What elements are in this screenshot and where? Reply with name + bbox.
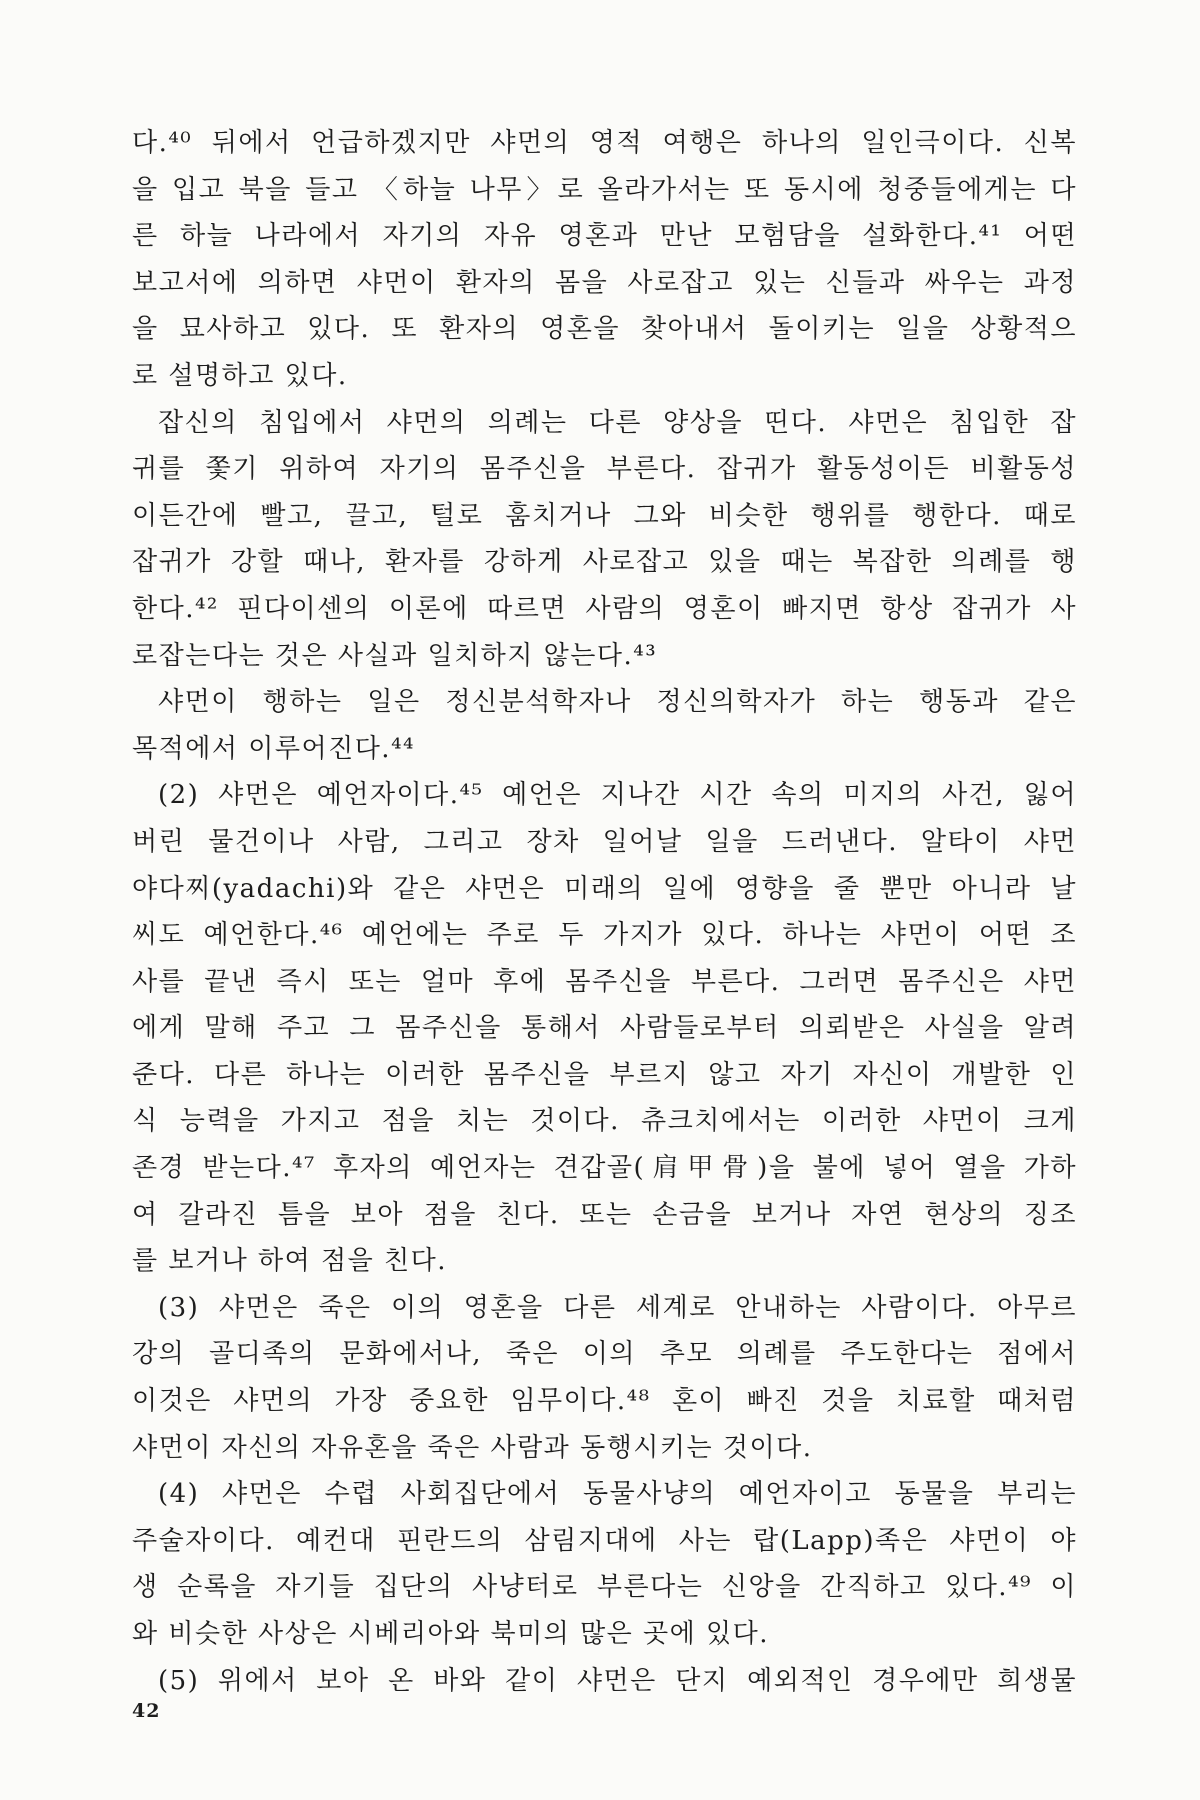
text-line: (3) 샤먼은 죽은 이의 영혼을 다른 세계로 안내하는 사람이다. 아무르 (158, 1292, 1077, 1323)
text-line: 다.⁴⁰ 뒤에서 언급하겠지만 샤먼의 영적 여행은 하나의 일인극이다. 신복 (132, 128, 1077, 158)
text-line: 준다. 다른 하나는 이러한 몸주신을 부르지 않고 자기 자신이 개발한 인 (132, 1059, 1077, 1090)
text-line: 을 입고 북을 들고 〈하늘 나무〉로 올라가서는 또 동시에 청중들에게는 다 (132, 174, 1077, 205)
body-text (132, 120, 1077, 1704)
text-line: 잡귀가 강할 때나, 환자를 강하게 사로잡고 있을 때는 복잡한 의례를 행 (132, 547, 1077, 578)
text-line: 샤먼이 행하는 일은 정신분석학자나 정신의학자가 하는 행동과 같은 (158, 687, 1077, 718)
text-line: 에게 말해 주고 그 몸주신을 통해서 사람들로부터 의뢰받은 사실을 알려 (132, 1013, 1077, 1044)
text-line: 존경 받는다.⁴⁷ 후자의 예언자는 견갑골(肩甲骨)을 불에 넣어 열을 가하 (132, 1153, 1077, 1184)
page-number: 42 (132, 1700, 161, 1722)
text-line: 버린 물건이나 사람, 그리고 장차 일어날 일을 드러낸다. 알타이 샤먼 (132, 826, 1077, 857)
text-line: 사를 끝낸 즉시 또는 얼마 후에 몸주신을 부른다. 그러면 몸주신은 샤먼 (132, 966, 1077, 997)
text-line: 한다.⁴² 핀다이센의 이론에 따르면 사람의 영혼이 빠지면 항상 잡귀가 사 (132, 593, 1077, 624)
text-line: 를 보거나 하여 점을 친다. (132, 1246, 447, 1277)
text-line: 이든간에 빨고, 끌고, 털로 훔치거나 그와 비슷한 행위를 행한다. 때로 (132, 500, 1077, 531)
text-line: 을 묘사하고 있다. 또 환자의 영혼을 찾아내서 돌이키는 일을 상황적으 (132, 314, 1077, 345)
text-line: 여 갈라진 틈을 보아 점을 친다. 또는 손금을 보거나 자연 현상의 징조 (132, 1199, 1077, 1230)
text-line: 강의 골디족의 문화에서나, 죽은 이의 추모 의례를 주도한다는 점에서 (132, 1339, 1077, 1370)
text-line: 식 능력을 가지고 점을 치는 것이다. 츄크치에서는 이러한 샤먼이 크게 (132, 1106, 1077, 1137)
text-line: 주술자이다. 예컨대 핀란드의 삼림지대에 사는 랍(Lapp)족은 샤먼이 야 (132, 1525, 1077, 1556)
text-line: 생 순록을 자기들 집단의 사냥터로 부른다는 신앙을 간직하고 있다.⁴⁹ 이 (132, 1572, 1077, 1603)
text-line: 야다찌(yadachi)와 같은 샤먼은 미래의 일에 영향을 줄 뿐만 아니라 날 (132, 873, 1077, 904)
text-line: (4) 샤먼은 수렵 사회집단에서 동물사냥의 예언자이고 동물을 부리는 (158, 1479, 1077, 1510)
text-line: 목적에서 이루어진다.⁴⁴ (132, 733, 415, 764)
text-line: 보고서에 의하면 샤먼이 환자의 몸을 사로잡고 있는 신들과 싸우는 과정 (132, 267, 1077, 298)
text-line: 와 비슷한 사상은 시베리아와 북미의 많은 곳에 있다. (132, 1619, 770, 1649)
text-line: (2) 샤먼은 예언자이다.⁴⁵ 예언은 지나간 시간 속의 미지의 사건, 잃어 (158, 780, 1077, 811)
text-line: 샤먼이 자신의 자유혼을 죽은 사람과 동행시키는 것이다. (132, 1432, 813, 1463)
text-line: 잡신의 침입에서 샤먼의 의례는 다른 양상을 띤다. 샤먼은 침입한 잡 (158, 407, 1077, 438)
text-line: 른 하늘 나라에서 자기의 자유 영혼과 만난 모험담을 설화한다.⁴¹ 어떤 (132, 221, 1077, 252)
text-line: 씨도 예언한다.⁴⁶ 예언에는 주로 두 가지가 있다. 하나는 샤먼이 어떤 조 (132, 920, 1077, 951)
text-line: (5) 위에서 보아 온 바와 같이 샤먼은 단지 예외적인 경우에만 희생물 (158, 1665, 1077, 1696)
text-line: 귀를 쫓기 위하여 자기의 몸주신을 부른다. 잡귀가 활동성이든 비활동성 (132, 454, 1077, 485)
text-line: 로 설명하고 있다. (132, 360, 348, 391)
text-line: 이것은 샤먼의 가장 중요한 임무이다.⁴⁸ 혼이 빠진 것을 치료할 때처럼 (132, 1386, 1077, 1417)
text-line: 로잡는다는 것은 사실과 일치하지 않는다.⁴³ (132, 640, 658, 671)
